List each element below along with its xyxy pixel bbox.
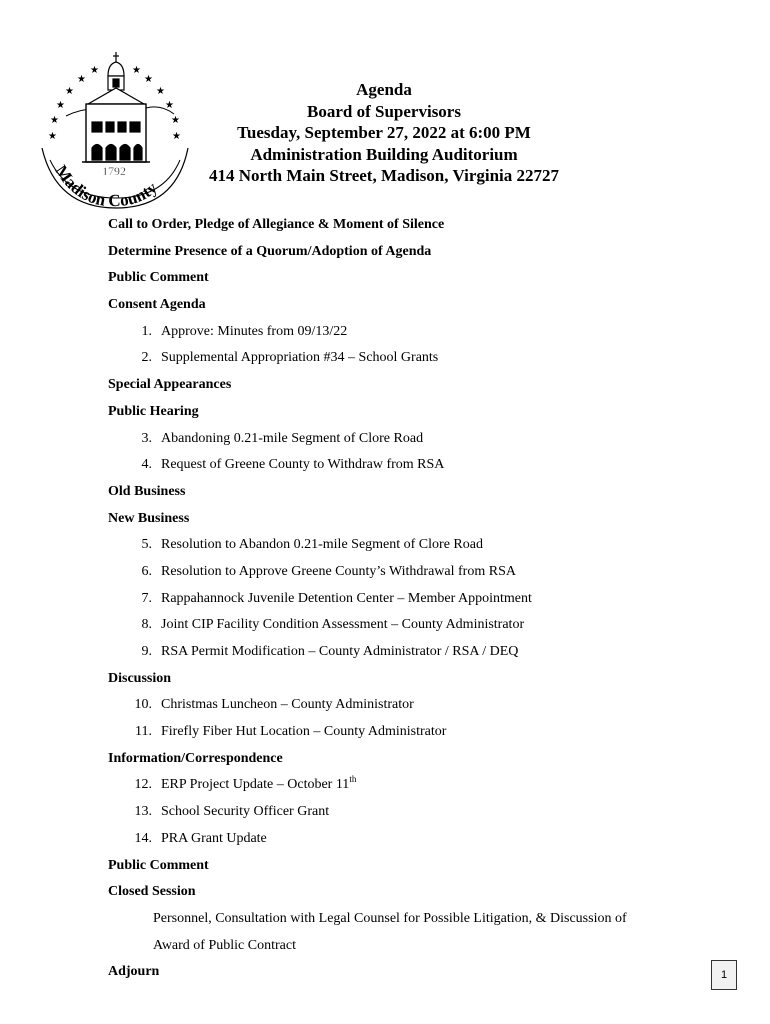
section-new-business: New Business [108,510,190,526]
header-date: Tuesday, September 27, 2022 at 6:00 PM [237,123,531,142]
agenda-item [108,586,728,613]
section-public-comment: Public Comment [108,857,209,873]
item-text: Request of Greene County to Withdraw from RSA [161,457,445,473]
item-text: Approve: Minutes from 09/13/22 [161,323,348,339]
section-old-business: Old Business [108,483,186,499]
item-text: Resolution to Approve Greene County’s Withdrawal from RSA [161,563,516,579]
svg-text:★: ★ [77,74,86,85]
agenda-header [190,79,578,187]
item-text: Rappahannock Juvenile Detention Center – Member Appointment [161,590,532,606]
agenda-item [108,799,728,826]
closed-session-line: Personnel, Consultation with Legal Counsel for Possible Litigation, & Discussion of [153,910,627,926]
item-number: 4. [141,457,152,473]
section-call-to-order: Call to Order, Pledge of Allegiance & Moment of Silence [108,217,445,232]
item-text: Christmas Luncheon – County Administrator [161,697,414,713]
agenda-item [108,426,728,453]
agenda-body [108,212,728,986]
item-text: Firefly Fiber Hut Location – County Administrator [161,724,447,740]
section-public-hearing: Public Hearing [108,403,199,419]
item-text: Resolution to Abandon 0.21-mile Segment of Clore Road [161,537,483,553]
section-discussion: Discussion [108,670,172,686]
madison-county-seal-logo [36,48,196,213]
item-text: Abandoning 0.21-mile Segment of Clore Road [161,430,424,446]
item-number: 6. [141,563,152,579]
agenda-item [108,452,728,479]
item-number: 8. [141,617,152,633]
closed-session-line: Award of Public Contract [153,937,296,953]
section-consent-agenda: Consent Agenda [108,297,206,313]
svg-text:★: ★ [48,131,57,142]
svg-text:★: ★ [172,131,181,142]
svg-text:★: ★ [156,86,165,97]
svg-text:★: ★ [165,100,174,111]
header-venue: Administration Building Auditorium [250,144,518,164]
item-number: 5. [141,537,152,553]
item-number: 10. [134,697,152,713]
svg-text:★: ★ [90,65,99,76]
agenda-item [108,692,728,719]
item-text-main: ERP Project Update – October 11 [161,777,350,793]
agenda-item [108,826,728,853]
svg-text:★: ★ [50,115,59,126]
header-title: Agenda [356,80,412,99]
item-text-superscript: th [349,773,357,784]
item-number: 14. [134,830,152,846]
svg-text:★: ★ [144,74,153,85]
svg-text:★: ★ [56,100,65,111]
item-number: 1. [141,323,152,339]
item-text: Joint CIP Facility Condition Assessment – County Administrator [161,617,525,633]
agenda-item [108,719,728,746]
section-closed-session: Closed Session [108,884,196,900]
item-number: 7. [141,590,152,606]
header-address: 414 North Main Street, Madison, Virginia 22727 [208,166,560,185]
section-adjourn: Adjourn [108,964,160,980]
agenda-item [108,319,728,346]
item-number: 12. [134,777,152,793]
section-quorum: Determine Presence of a Quorum/Adoption of Agenda [108,243,432,259]
item-text [161,772,356,799]
section-information-correspondence: Information/Correspondence [108,750,283,766]
item-text: RSA Permit Modification – County Administrator / RSA / DEQ [161,644,519,659]
section-special-appearances: Special Appearances [108,377,232,393]
item-number: 13. [134,804,152,820]
svg-text:★: ★ [132,65,141,76]
section-public-comment: Public Comment [108,270,209,286]
seal-text: Madison County [51,161,161,211]
item-number: 2. [141,350,152,366]
agenda-item [108,345,728,372]
item-text: Supplemental Appropriation #34 – School Grants [161,350,439,366]
agenda-item [108,612,728,639]
item-number: 3. [141,430,152,446]
page-number-badge: 1 [711,960,737,990]
agenda-item [108,639,728,666]
seal-year: 1792 [102,164,126,178]
agenda-item [108,772,728,799]
header-board: Board of Supervisors [307,101,461,121]
agenda-item [108,559,728,586]
svg-text:★: ★ [171,115,180,126]
item-text: School Security Officer Grant [161,804,330,820]
item-text: PRA Grant Update [161,830,267,846]
svg-text:★: ★ [65,86,74,97]
item-number: 9. [141,644,152,659]
item-number: 11. [135,724,152,740]
agenda-item [108,532,728,559]
